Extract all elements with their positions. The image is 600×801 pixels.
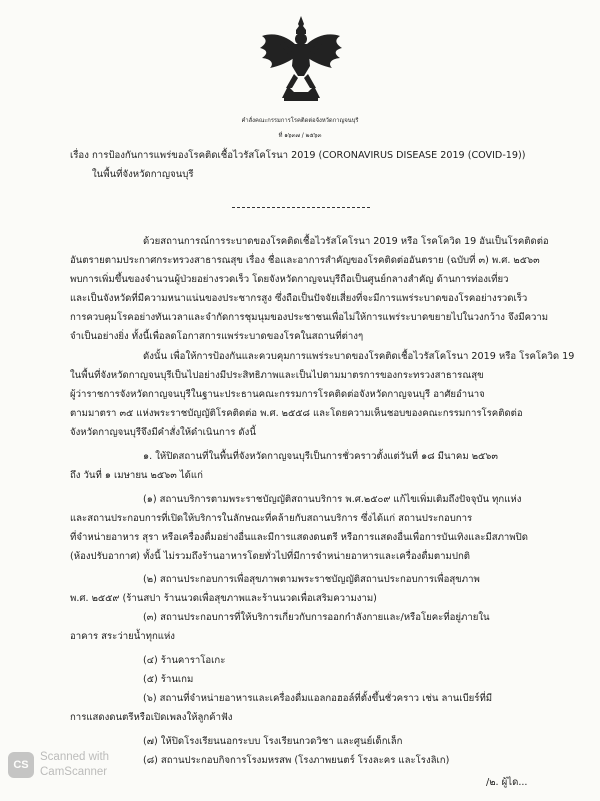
paragraph-2-line: จังหวัดกาญจนบุรีจึงมีคำสั่งให้ดำเนินการ ดังนี้ [70,427,256,438]
item-1-line: ถึง วันที่ ๑ เมษายน ๒๕๖๓ ได้แก่ [70,470,203,481]
order-title: คำสั่งคณะกรรมการโรคติดต่อจังหวัดกาญจนบุรี [241,118,359,124]
watermark-line-2: CamScanner [40,766,108,778]
sub-item-1-line: (๑) สถานบริการตามพระราชบัญญัติสถานบริการ พ.ศ.๒๕๐๙ แก้ไขเพิ่มเติมถึงปัจจุบัน ทุกแห่ง [143,494,522,505]
camscanner-watermark [8,748,158,788]
sub-item-7: (๗) ให้ปิดโรงเรียนนอกระบบ โรงเรียนกวดวิชา และศูนย์เด็กเล็ก [143,736,403,747]
sub-item-2-line: พ.ศ. ๒๕๕๙ (ร้านสปา ร้านนวดเพื่อสุขภาพและร้านนวดเพื่อเสริมความงาม) [70,593,377,604]
paragraph-1-line: พบการเพิ่มขึ้นของจำนวนผู้ป่วยอย่างรวดเร็ว โดยจังหวัดกาญจนบุรีถือเป็นศูนย์กลางสำคัญ ด้านการท่องเที่ยว [70,274,509,285]
camscanner-logo-icon: CS [8,752,34,778]
garuda-emblem-icon [258,14,344,104]
sub-item-2-line: (๒) สถานประกอบการเพื่อสุขภาพตามพระราชบัญญัติสถานประกอบการเพื่อสุขภาพ [143,574,480,585]
sub-item-5: (๕) ร้านเกม [143,674,194,685]
paragraph-1-line: การควบคุมโรคอย่างทันเวลาและจำกัดการชุมนุมของประชาชนเพื่อไม่ให้การแพร่ระบาดขยายไปในวงกว้าง จึงมีความ [70,312,549,323]
sub-item-3-line: (๓) สถานประกอบการที่ให้บริการเกี่ยวกับการออกกำลังกายและ/หรือโยคะที่อยู่ภายใน [143,612,490,623]
paragraph-1-line: และเป็นจังหวัดที่มีความหนาแน่นของประชากรสูง ซึ่งถือเป็นปัจจัยเสี่ยงที่จะมีการแพร่ระบาดของโรคอย่างรวดเร็ว [70,293,528,304]
paragraph-2-line: ในพื้นที่จังหวัดกาญจนบุรีเป็นไปอย่างมีประสิทธิภาพและเป็นไปตามมาตรการของกระทรวงสาธารณสุข [70,370,484,381]
sub-item-8: (๘) สถานประกอบกิจการโรงมหรสพ (โรงภาพยนตร์ โรงละคร และโรงลิเก) [143,755,450,766]
paragraph-1-line: ด้วยสถานการณ์การระบาดของโรคติดเชื้อไวรัสโคโรนา 2019 หรือ โรคโควิด 19 อันเป็นโรคติดต่อ [143,236,549,247]
paragraph-2-line: ผู้ว่าราชการจังหวัดกาญจนบุรีในฐานะประธานคณะกรรมการโรคติดต่อจังหวัดกาญจนบุรี อาศัยอำนาจ [70,389,485,400]
sub-item-6-line: (๖) สถานที่จำหน่ายอาหารและเครื่องดื่มแอลกอฮอล์ที่ตั้งขึ้นชั่วคราว เช่น ลานเบียร์ที่มี [143,693,493,704]
sub-item-3-line: อาคาร สระว่ายน้ำทุกแห่ง [70,631,175,642]
sub-item-4: (๔) ร้านคาราโอเกะ [143,655,226,666]
sub-item-1-line: ที่จำหน่ายอาหาร สุรา หรือเครื่องดื่มอย่างอื่นและมีการแสดงดนตรี หรือการแสดงอื่นเพื่อการบันเทิงและมีสภาพปิด [70,532,528,543]
separator-line [232,207,370,208]
paragraph-2-line: ตามมาตรา ๓๕ แห่งพระราชบัญญัติโรคติดต่อ พ.ศ. ๒๕๕๘ และโดยความเห็นชอบของคณะกรรมการโรคติดต่อ [70,408,523,419]
subject-line-2: ในพื้นที่จังหวัดกาญจนบุรี [92,169,194,180]
item-1-line: ๑. ให้ปิดสถานที่ในพื้นที่จังหวัดกาญจนบุรีเป็นการชั่วคราวตั้งแต่วันที่ ๑๘ มีนาคม ๒๕๖๓ [143,451,498,462]
paragraph-2-line: ดังนั้น เพื่อให้การป้องกันและควบคุมการแพร่ระบาดของโรคติดเชื้อไวรัสโคโรนา 2019 หรือ โรคโควิด 19 [143,351,575,362]
subject-line-1: การป้องกันการแพร่ของโรคติดเชื้อไวรัสโคโรนา 2019 (CORONAVIRUS DISEASE 2019 (COVID-19)) [92,150,526,161]
sub-item-6-line: การแสดงดนตรีหรือเปิดเพลงให้ลูกค้าฟัง [70,712,233,723]
sub-item-1-line: และสถานประกอบการที่เปิดให้บริการในลักษณะที่คล้ายกับสถานบริการ ซึ่งได้แก่ สถานประกอบการ [70,513,473,524]
order-number: ที่ ๑๖๓๗ / ๒๕๖๓ [278,133,322,139]
paragraph-1-line: จำเป็นอย่างยิ่ง ทั้งนี้เพื่อลดโอกาสการแพร่ระบาดของโรคในสถานที่ต่างๆ [70,331,364,342]
subject-label: เรื่อง [70,150,89,161]
paragraph-1-line: อันตรายตามประกาศกระทรวงสาธารณสุข เรื่อง ชื่อและอาการสำคัญของโรคติดต่ออันตราย (ฉบับที่ ๓) พ.ศ. ๒๕๖๓ [70,255,540,266]
continuation-marker: /๒. ผู้ได... [486,777,528,788]
sub-item-1-line: (ห้องปรับอากาศ) ทั้งนี้ ไม่รวมถึงร้านอาหารโดยทั่วไปที่มีการจำหน่ายอาหารและเครื่องดื่มตามปกติ [70,551,470,562]
watermark-line-1: Scanned with [40,751,110,763]
